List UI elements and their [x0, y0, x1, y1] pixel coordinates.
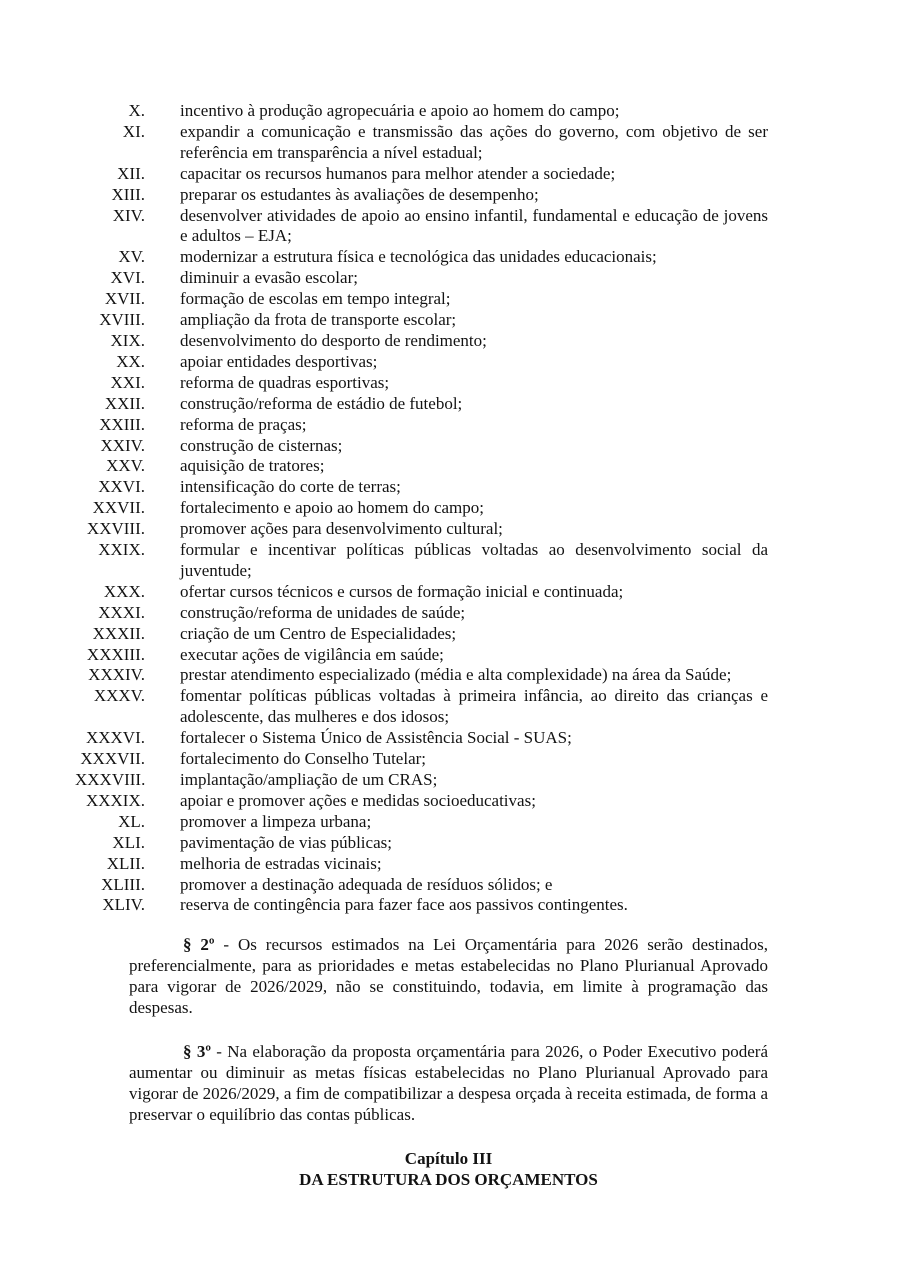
list-item-numeral: XX. — [116, 351, 145, 371]
list-item-text: construção/reforma de estádio de futebol; — [180, 393, 463, 413]
list-item-numeral: XXVII. — [92, 498, 145, 518]
list-item-text: implantação/ampliação de um CRAS; — [180, 770, 438, 789]
list-item — [75, 770, 900, 791]
list-item — [75, 875, 900, 896]
list-item — [75, 477, 900, 498]
list-item-numeral: XV. — [118, 247, 145, 267]
list-item — [75, 268, 900, 289]
list-item — [75, 394, 900, 415]
list-item-text: formação de escolas em tempo integral; — [180, 289, 451, 309]
list-item — [75, 540, 900, 582]
list-item — [75, 436, 900, 457]
list-item-numeral: XII. — [117, 163, 145, 183]
paragraph-2-label: § 2º — [183, 935, 215, 955]
list-item — [75, 791, 900, 812]
list-item-text: desenvolver atividades de apoio ao ensino infantil, fundamental e educação de jovens e adultos – EJA; — [180, 205, 768, 246]
list-item-text: executar ações de vigilância em saúde; — [180, 644, 444, 664]
list-item — [75, 185, 900, 206]
list-item-numeral: XXXII. — [92, 623, 145, 643]
list-item — [75, 895, 900, 916]
roman-numeral-list — [75, 101, 900, 916]
list-item-numeral: XI. — [122, 121, 145, 141]
list-item-text: incentivo à produção agropecuária e apoio ao homem do campo; — [180, 101, 620, 120]
list-item-numeral: XXII. — [104, 393, 145, 413]
list-item-numeral: XXVIII. — [86, 519, 145, 539]
list-item-text: aquisição de tratores; — [180, 456, 325, 476]
list-item-text: criação de um Centro de Especialidades; — [180, 623, 457, 643]
paragraph-2 — [129, 935, 768, 1019]
list-item-numeral: XVIII. — [99, 310, 145, 330]
list-item-numeral: XXXIV. — [88, 665, 145, 685]
list-item-text: promover a destinação adequada de resíduos sólidos; e — [180, 874, 553, 894]
list-item-numeral: XXIII. — [99, 414, 145, 434]
list-item-text: fomentar políticas públicas voltadas à primeira infância, ao direito das crianças e adolescente, das mulheres e dos idosos; — [180, 686, 768, 727]
chapter-title: Capítulo III — [404, 1148, 493, 1168]
list-item — [75, 582, 900, 603]
paragraph-3-label: § 3º — [183, 1041, 211, 1061]
list-item-text: intensificação do corte de terras; — [180, 477, 401, 497]
list-item — [75, 331, 900, 352]
list-item-text: diminuir a evasão escolar; — [180, 268, 358, 288]
list-item — [75, 456, 900, 477]
list-item-text: capacitar os recursos humanos para melhor atender a sociedade; — [180, 163, 616, 183]
list-item-numeral: XVI. — [110, 268, 145, 288]
list-item-numeral: XLII. — [106, 853, 145, 873]
list-item-text: apoiar e promover ações e medidas socioeducativas; — [180, 790, 536, 810]
list-item-numeral: XXV. — [106, 456, 145, 476]
list-item-numeral: XIX. — [110, 330, 145, 350]
list-item — [75, 101, 900, 122]
list-item — [75, 164, 900, 185]
chapter-heading — [129, 1148, 768, 1191]
list-item-text: fortalecer o Sistema Único de Assistência Social - SUAS; — [180, 728, 572, 748]
list-item — [75, 498, 900, 519]
chapter-subtitle: DA ESTRUTURA DOS ORÇAMENTOS — [299, 1170, 598, 1190]
list-item-text: formular e incentivar políticas públicas voltadas ao desenvolvimento social da juventude; — [180, 540, 768, 580]
list-item-text: modernizar a estrutura física e tecnológica das unidades educacionais; — [180, 247, 657, 267]
list-item — [75, 624, 900, 645]
list-item-numeral: XLIV. — [102, 895, 145, 915]
list-item-numeral: XXXIII. — [86, 644, 145, 664]
list-item — [75, 854, 900, 875]
list-item-numeral: XXXV. — [93, 686, 145, 706]
list-item — [75, 645, 900, 666]
list-item-numeral: XL. — [118, 811, 145, 831]
list-item-numeral: XXXVIII. — [75, 770, 146, 789]
list-item-text: expandir a comunicação e transmissão das ações do governo, com objetivo de ser referência em transparência a nível estadual; — [180, 121, 768, 162]
list-item-text: fortalecimento e apoio ao homem do campo; — [180, 498, 485, 518]
list-item-numeral: XIV. — [112, 205, 145, 225]
list-item — [75, 728, 900, 749]
list-item — [75, 519, 900, 540]
list-item-numeral: XIII. — [111, 184, 145, 204]
list-item — [75, 833, 900, 854]
list-item — [75, 352, 900, 373]
list-item-numeral: XVII. — [104, 289, 145, 309]
list-item-text: desenvolvimento do desporto de rendimento; — [180, 330, 487, 350]
list-item — [75, 665, 900, 686]
list-item-numeral: XXIV. — [100, 435, 145, 455]
list-item-numeral: XXXVII. — [80, 749, 145, 769]
list-item-numeral: XLI. — [112, 832, 145, 852]
list-item — [75, 247, 900, 268]
list-item-text: construção/reforma de unidades de saúde; — [180, 602, 466, 622]
list-item-numeral: XXVI. — [98, 477, 145, 497]
list-item-text: preparar os estudantes às avaliações de desempenho; — [180, 184, 539, 204]
list-item-numeral: XXX. — [103, 581, 145, 601]
list-item-text: reserva de contingência para fazer face aos passivos contingentes. — [180, 895, 628, 915]
paragraph-3 — [129, 1042, 768, 1126]
list-item-text: promover ações para desenvolvimento cultural; — [180, 519, 503, 539]
list-item-text: apoiar entidades desportivas; — [180, 351, 378, 371]
list-item-text: reforma de praças; — [180, 414, 307, 434]
list-item — [75, 373, 900, 394]
list-item-numeral: XXXVI. — [85, 728, 145, 748]
list-item-text: prestar atendimento especializado (média e alta complexidade) na área da Saúde; — [180, 665, 732, 685]
paragraph-3-text: - Na elaboração da proposta orçamentária para 2026, o Poder Executivo poderá aumentar ou diminuir as metas físicas estabelecidas no Plano Plurianual Aprovado para vigorar de 2026/2029, a fim de compatibilizar a despesa orçada à receita estimada, de forma a preservar o equilíbrio das contas públicas. — [129, 1041, 768, 1124]
list-item-text: construção de cisternas; — [180, 435, 343, 455]
list-item-text: ampliação da frota de transporte escolar; — [180, 310, 457, 330]
list-item — [75, 603, 900, 624]
list-item-numeral: XXXIX. — [85, 790, 145, 810]
list-item-text: ofertar cursos técnicos e cursos de formação inicial e continuada; — [180, 581, 624, 601]
list-item-text: pavimentação de vias públicas; — [180, 832, 392, 852]
list-item-text: melhoria de estradas vicinais; — [180, 853, 382, 873]
list-item — [75, 206, 900, 248]
list-item-text: fortalecimento do Conselho Tutelar; — [180, 749, 426, 769]
list-item-text: reforma de quadras esportivas; — [180, 372, 390, 392]
list-item — [75, 415, 900, 436]
list-item-numeral: XXIX. — [98, 540, 145, 560]
list-item-numeral: XLIII. — [101, 874, 145, 894]
list-item — [75, 122, 900, 164]
list-item — [75, 812, 900, 833]
paragraph-2-text: - Os recursos estimados na Lei Orçamentária para 2026 serão destinados, preferencialmente, para as prioridades e metas estabelecidas no Plano Plurianual Aprovado para vigorar de 2026/2029, não se constituindo, todavia, em limite à programação das despesas. — [129, 935, 768, 1018]
list-item-numeral: X. — [128, 101, 145, 120]
list-item-numeral: XXXI. — [98, 602, 145, 622]
list-item-text: promover a limpeza urbana; — [180, 811, 372, 831]
list-item — [75, 686, 900, 728]
list-item — [75, 749, 900, 770]
list-item-numeral: XXI. — [110, 372, 145, 392]
list-item — [75, 310, 900, 331]
list-item — [75, 289, 900, 310]
